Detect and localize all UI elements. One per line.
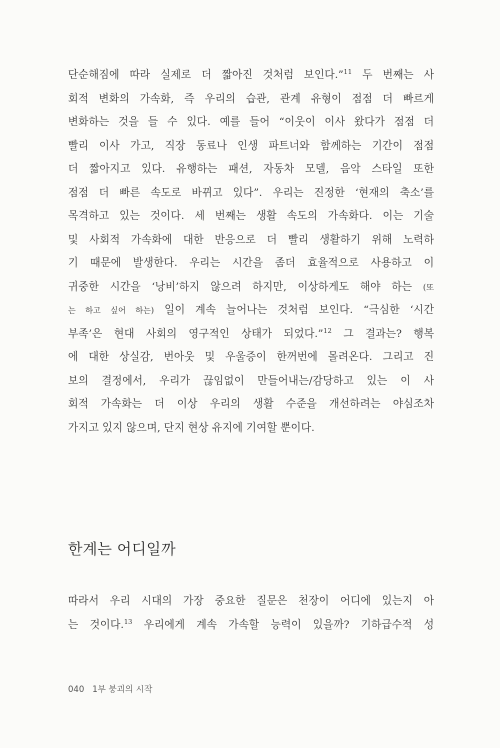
text-line <box>68 111 434 135</box>
text-segment: 는 것이다. <box>68 618 124 631</box>
text-segment: 빨리 이사 가고, 직장 동료나 인생 파트너와 함께하는 기간이 점점 <box>68 139 434 152</box>
page-footer <box>68 683 152 695</box>
page-number: 040 <box>68 685 85 695</box>
text-segment: 회적 변화의 가속화, 즉 우리의 습관, 관계 유형이 점점 더 빠르게 <box>68 92 434 105</box>
text-line <box>68 370 434 394</box>
running-title: 1부 붕괴의 시작 <box>92 685 153 695</box>
text-segment: 기 때문에 발생한다. 우리는 시간을 좀더 효율적으로 사용하고 이 <box>68 257 434 269</box>
text-segment: 일이 계속 늘어나는 것처럼 보인다. “극심한 ‘시간 <box>154 304 434 316</box>
body-text <box>68 64 434 440</box>
text-segment: 단순해짐에 따라 실제로 더 짧아진 것처럼 보인다.” <box>68 69 344 81</box>
text-segment: 보의 결정에서, 우리가 끊임없이 만들어내는/감당하고 있는 이 사 <box>68 374 434 387</box>
section-heading: 한계는 어디일까 <box>68 540 176 558</box>
body-text-continued <box>68 590 434 637</box>
text-segment: 가지고 있지 않으며, 단지 현상 유지에 기여할 뿐이다. <box>68 421 315 434</box>
text-line <box>68 88 434 112</box>
text-segment: 목격하고 있는 것이다. 세 번째는 생활 속도의 가속화다. 이는 기술 <box>68 210 434 222</box>
text-line <box>68 417 434 441</box>
text-line <box>68 182 434 206</box>
text-line <box>68 229 434 253</box>
parenthetical-aside: 는 하고 싶어 하는) <box>68 306 155 315</box>
text-line <box>68 158 434 182</box>
footnote-ref: 12 <box>323 326 332 335</box>
text-line <box>68 590 434 614</box>
text-segment: 변화하는 것을 들 수 있다. 예를 들어 “이웃이 이사 왔다가 점점 더 <box>68 116 434 128</box>
text-line <box>68 252 434 276</box>
text-line <box>68 393 434 417</box>
text-line <box>68 614 434 638</box>
text-segment: 따라서 우리 시대의 가장 중요한 질문은 천장이 어디에 있는지 아 <box>68 595 434 607</box>
text-segment: 점점 더 빠른 속도로 바뀌고 있다”. 우리는 진정한 ‘현재의 축소’를 <box>68 186 434 199</box>
footnote-ref: 11 <box>343 68 353 76</box>
footnote-ref: 13 <box>123 617 133 626</box>
text-line <box>68 276 434 300</box>
parenthetical-aside: (또 <box>423 282 434 292</box>
text-line <box>68 346 434 370</box>
text-segment: 우리에게 계속 가속할 능력이 있을까? 기하급수적 성 <box>132 618 434 631</box>
text-line <box>68 323 434 347</box>
text-segment: 및 사회적 가속화에 대한 반응으로 더 빨리 생활하기 위해 노력하 <box>68 233 434 246</box>
text-segment: 회적 가속화는 더 이상 우리의 생활 수준을 개선하려는 야심조차 <box>68 398 434 410</box>
text-line <box>68 135 434 159</box>
text-segment: 두 번째는 사 <box>352 69 434 81</box>
text-line <box>68 299 434 323</box>
text-segment: 더 짧아지고 있다. 유행하는 패션, 자동차 모델, 음악 스타일 또한 <box>68 163 434 175</box>
text-segment: 귀중한 시간을 ‘낭비’하지 않으려 하지만, 이상하게도 해야 하는 <box>68 280 424 293</box>
text-segment: 그 결과는? 행복 <box>331 327 434 340</box>
text-segment: 부족’은 현대 사회의 영구적인 상태가 되었다.” <box>68 327 324 340</box>
text-segment: 에 대한 상실감, 번아웃 및 우울증이 한꺼번에 몰려온다. 그리고 진 <box>68 351 434 363</box>
text-line <box>68 64 434 88</box>
text-line <box>68 205 434 229</box>
